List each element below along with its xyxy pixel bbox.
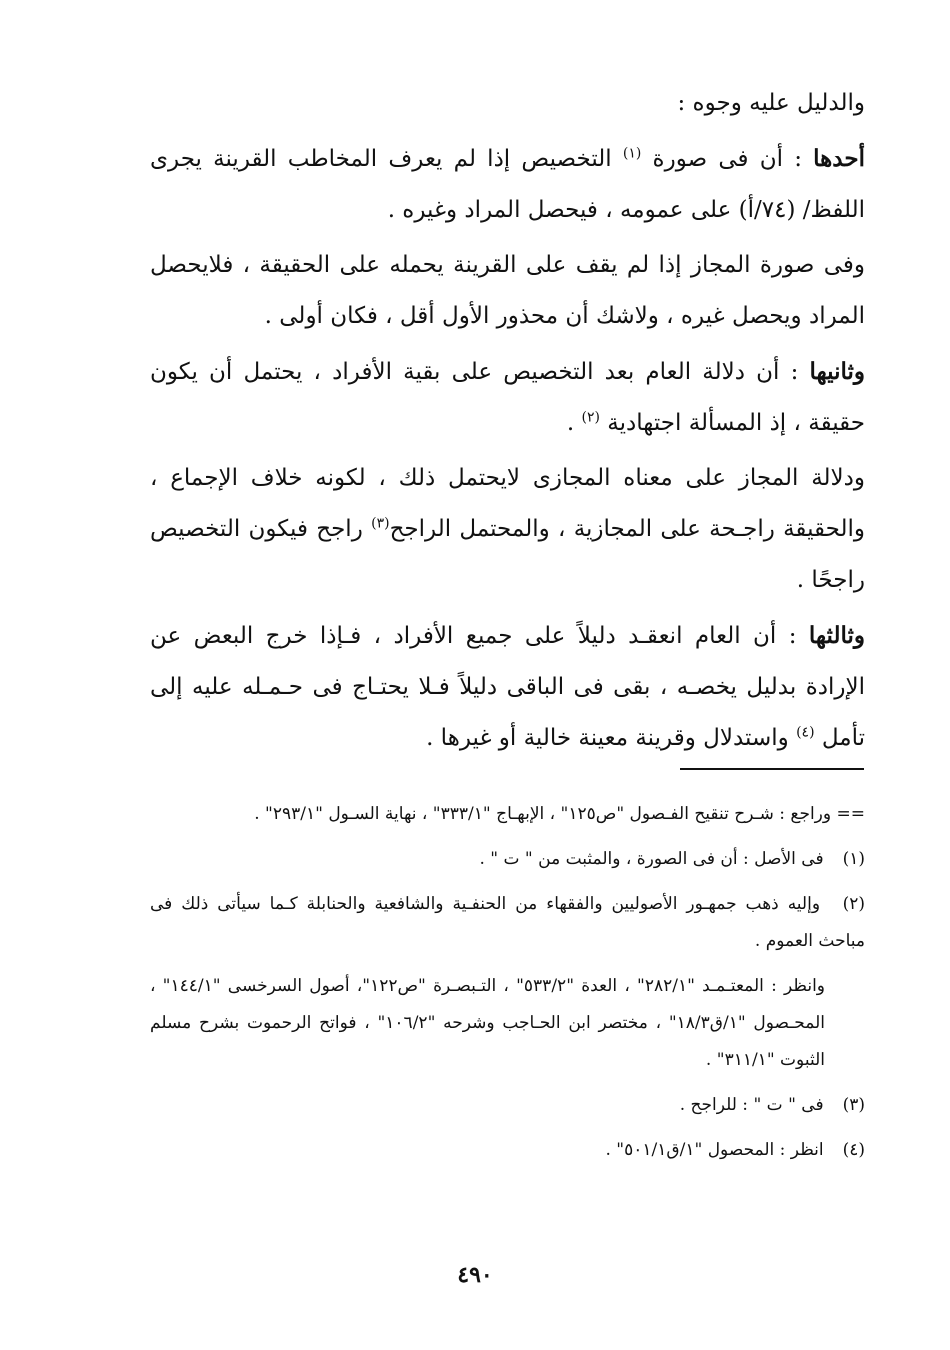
footnote-2	[150, 886, 865, 960]
footnote-2-references-text: وانظر : المعتـمـد "٢٨٢/١" ، العدة "٥٣٣/٢" ، التـبصـرة "ص١٢٢"، أصول السرخسى "١٤٤/١" ، المحـصول "١/ق١٨/٣" ، مختصر ابن الحـاجب وشرحه "١٠٦/٢" ، فواتح الرحموت بشرح مسلم الثبوت "٣١١/١" .	[150, 976, 826, 1070]
footnote-continuation-text: == وراجع : شـرح تنقيح الفـصول "ص١٢٥" ، الإبهـاج "٣٣٣/١" ، نهاية السـول "٢٩٣/١" .	[254, 804, 865, 824]
footnote-1	[150, 841, 865, 878]
footnote-ref-1: (١)	[622, 145, 642, 162]
paragraph-4-label: وثانيها	[809, 358, 865, 385]
paragraph-5-text-b: راجح فيكون التخصيص راجحًا .	[150, 516, 865, 593]
paragraph-2-label: أحدها	[813, 145, 865, 172]
paragraph-6-label: وثالثها	[808, 622, 865, 649]
footnote-2-references	[150, 968, 865, 1079]
page-number: ٤٩٠	[457, 1262, 493, 1288]
footnote-4-number: (٤)	[842, 1140, 865, 1160]
footnote-1-number: (١)	[842, 849, 865, 869]
footnote-4-text: انظر : المحصول "١/ق٥٠١/١" .	[605, 1140, 824, 1160]
paragraph-5	[150, 453, 865, 606]
footnote-4	[150, 1132, 865, 1169]
paragraph-6-text-b: واستدلال وقرينة معينة خالية أو غيرها .	[426, 725, 797, 751]
paragraph-5-text-a: ودلالة المجاز على معناه المجازى لايحتمل ذلك ، لكونه خلاف الإجماع ، والحقيقة راجـحة على المجازية ، والمحتمل الراجح	[150, 465, 865, 542]
paragraph-6	[150, 610, 865, 764]
footnotes	[150, 796, 865, 1177]
footnote-3-number: (٣)	[842, 1095, 865, 1115]
paragraph-1	[150, 78, 865, 129]
footnote-ref-2: (٢)	[581, 409, 600, 426]
footnote-3	[150, 1087, 865, 1124]
footnote-3-text: فى " ت " : للراجح .	[679, 1095, 824, 1115]
paragraph-2-text-b: التخصيص إذا لم يعرف المخاطب القرينة يجرى اللفظ/ (٧٤/أ) على عمومه ، فيحصل المراد وغيره .	[150, 146, 865, 223]
paragraph-6-text-a: : أن العام انعقـد دليلاً على جميع الأفراد ، فـإذا خرج البعض عن الإرادة بدليل يخصـه ، بقى فى الباقى دليلاً فـلا يحتـاج فى حـمـله عليه إلى تأمل	[150, 623, 865, 751]
footnote-ref-3: (٣)	[371, 515, 390, 532]
paragraph-2	[150, 133, 865, 236]
footnote-2-number: (٢)	[842, 894, 865, 914]
paragraph-4-text-a: : أن دلالة العام بعد التخصيص على بقية الأفراد ، يحتمل أن يكون حقيقة ، إذ المسألة اجتهادية	[150, 359, 865, 436]
footnote-ref-4: (٤)	[796, 724, 815, 741]
footnote-2-text: وإليه ذهب جمهـور الأصوليين والفقهاء من الحنفـية والشافعية والحنابلة كـما سيأتى ذلك فى مباحث العموم .	[150, 894, 865, 951]
footnote-separator	[680, 768, 864, 770]
footnote-continuation	[150, 796, 865, 833]
paragraph-3-text: وفى صورة المجاز إذا لم يقف على القرينة يحمله على الحقيقة ، فلايحصل المراد ويحصل غيره ، ولاشك أن محذور الأول أقل ، فكان أولى .	[150, 252, 865, 329]
paragraph-1-text: والدليل عليه وجوه :	[677, 90, 865, 116]
footnote-1-text: فى الأصل : أن فى الصورة ، والمثبت من " ت " .	[479, 849, 824, 869]
paragraph-3	[150, 240, 865, 342]
paragraph-4-text-b: .	[566, 410, 582, 436]
main-text	[150, 78, 865, 768]
paragraph-2-text-a: : أن فى صورة	[641, 146, 814, 172]
paragraph-4	[150, 346, 865, 449]
